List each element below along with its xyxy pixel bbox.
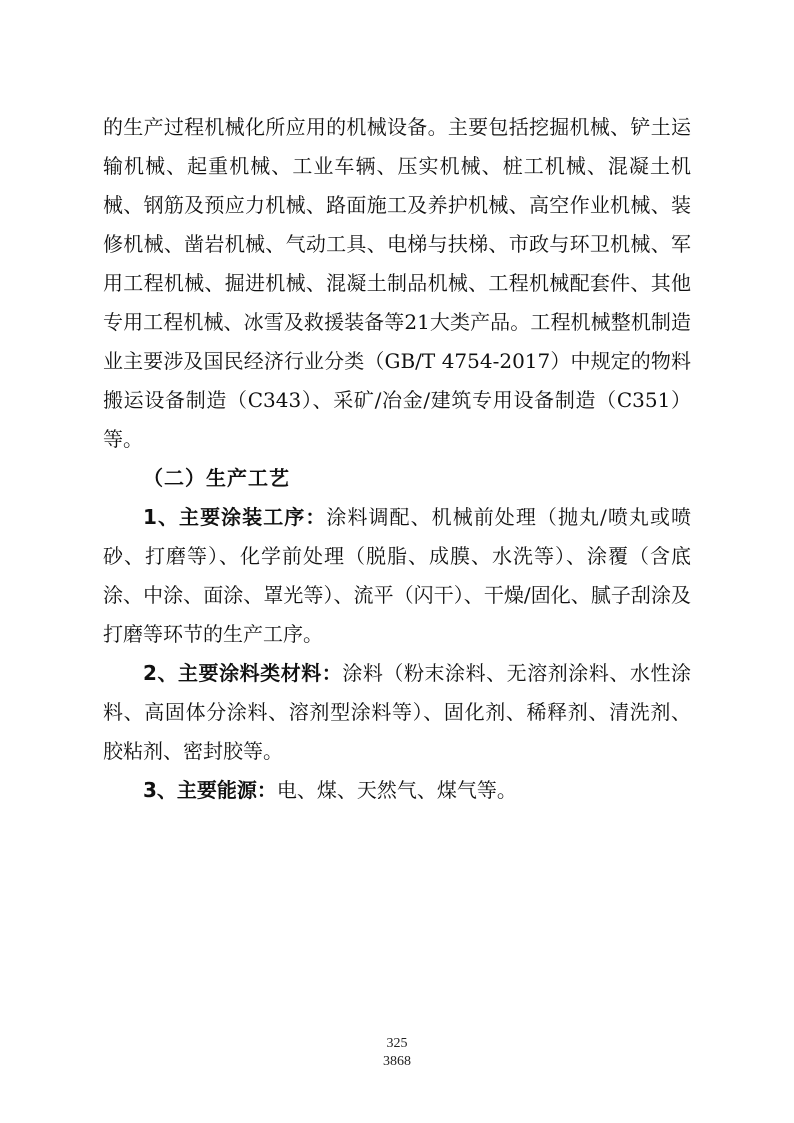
section-heading: （二）生产工艺 [143, 466, 290, 490]
item-lead: 2、主要涂料类材料： [143, 661, 343, 685]
intro-paragraph: 的生产过程机械化所应用的机械设备。主要包括挖掘机械、铲土运输机械、起重机械、工业车辆、压实机械、桩工机械、混凝土机械、钢筋及预应力机械、路面施工及养护机械、高空作业机械、装修机械、凿岩机械、气动工具、电梯与扶梯、市政与环卫机械、军用工程机械、掘进机械、混凝土制品机械、工程机械配套件、其他专用工程机械、冰雪及救援装备等21大类产品。工程机械整机制造业主要涉及国民经济行业分类（GB/T 4754-2017）中规定的物料搬运设备制造（C343）、采矿/冶金/建筑专用设备制造（C351）等。 [103, 115, 691, 451]
process-item-2 [103, 654, 691, 771]
process-item-3 [103, 771, 691, 810]
total-page-number: 3868 [383, 1054, 411, 1069]
item-text: 涂料（粉末涂料、无溶剂涂料、水性涂料、高固体分涂料、溶剂型涂料等）、固化剂、稀释剂、清洗剂、胶粘剂、密封胶等。 [103, 661, 692, 763]
item-text: 电、煤、天然气、煤气等。 [276, 778, 517, 802]
document-body [103, 108, 691, 810]
process-item-1 [103, 498, 691, 654]
item-lead: 1、主要涂装工序： [143, 505, 327, 529]
item-lead: 3、主要能源： [143, 778, 277, 802]
page-number: 325 [386, 1036, 408, 1051]
item-text: 涂料调配、机械前处理（抛丸/喷丸或喷砂、打磨等）、化学前处理（脱脂、成膜、水洗等）、涂覆（含底涂、中涂、面涂、罩光等）、流平（闪干）、干燥/固化、腻子刮涂及打磨等环节的生产工序。 [103, 505, 691, 646]
